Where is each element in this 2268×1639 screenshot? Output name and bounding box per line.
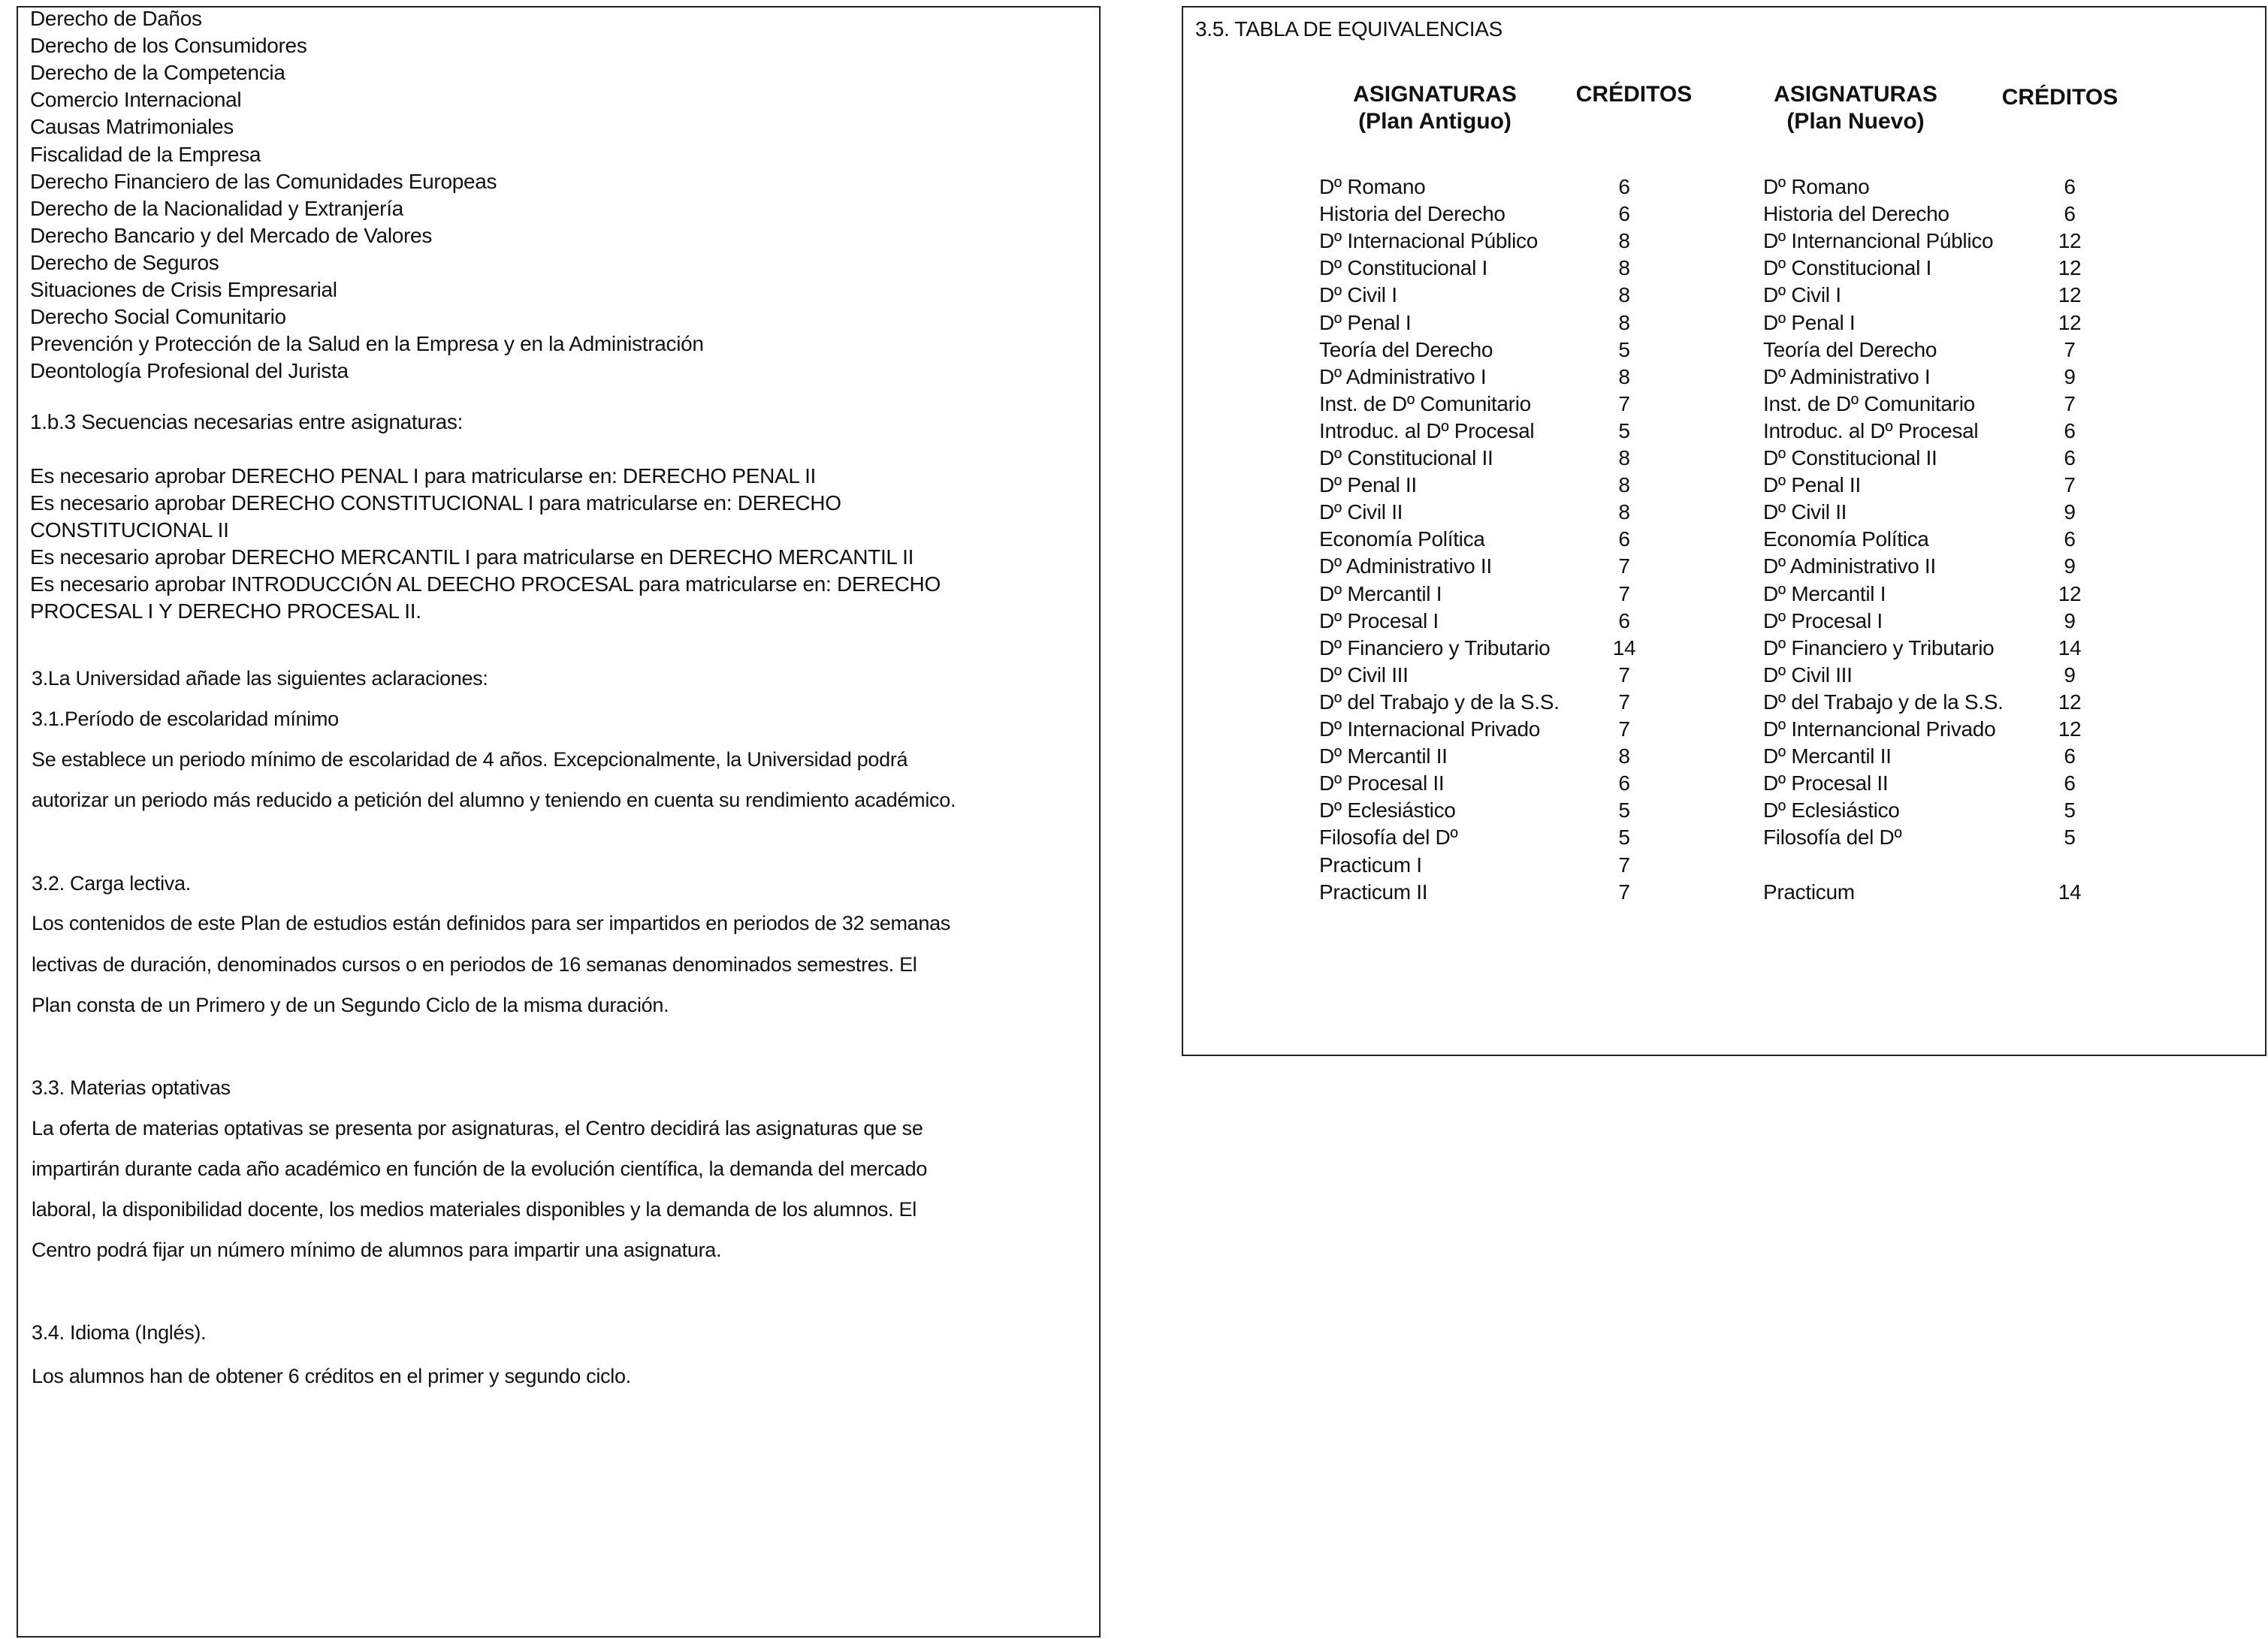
old-plan-subject: Introduc. al Dº Procesal [1319, 418, 1535, 442]
new-plan-subject: Dº Procesal I [1763, 608, 1883, 632]
text-line: Los alumnos han de obtener 6 créditos en el primer y segundo ciclo. [32, 1365, 631, 1387]
new-plan-credits: 6 [2064, 175, 2076, 198]
header-old-plan-label: (Plan Antiguo) [1358, 109, 1511, 134]
new-plan-subject: Dº del Trabajo y de la S.S. [1763, 690, 2004, 714]
text-line: La oferta de materias optativas se presenta por asignaturas, el Centro decidirá las asignaturas que se [32, 1117, 923, 1139]
header-old-credits: CRÉDITOS [1575, 82, 1693, 107]
old-plan-subject: Dº del Trabajo y de la S.S. [1319, 690, 1560, 714]
new-plan-credits: 6 [2064, 202, 2076, 226]
old-plan-credits: 7 [1618, 717, 1630, 741]
old-plan-subject: Practicum II [1319, 880, 1428, 904]
old-plan-credits: 8 [1618, 744, 1630, 768]
new-plan-subject: Dº Procesal II [1763, 771, 1889, 795]
old-plan-credits: 6 [1618, 608, 1630, 632]
old-plan-credits: 7 [1618, 853, 1630, 877]
sequence-rule-line: Es necesario aprobar DERECHO MERCANTIL I para matricularse en DERECHO MERCANTIL II [30, 545, 914, 569]
old-plan-subject: Dº Eclesiástico [1319, 798, 1456, 823]
text-line: Centro podrá fijar un número mínimo de alumnos para impartir una asignatura. [32, 1239, 722, 1261]
old-plan-subject: Teoría del Derecho [1319, 337, 1493, 361]
optional-subject-item: Deontología Profesional del Jurista [30, 359, 349, 383]
optional-subject-item: Derecho de la Competencia [30, 61, 285, 85]
old-plan-credits: 14 [1612, 635, 1636, 660]
new-plan-credits: 9 [2064, 554, 2076, 578]
new-plan-subject: Practicum [1763, 880, 1855, 904]
old-plan-credits: 7 [1618, 554, 1630, 578]
old-plan-subject: Dº Procesal I [1319, 608, 1439, 632]
new-plan-credits: 12 [2058, 229, 2082, 253]
old-plan-subject: Dº Constitucional I [1319, 256, 1487, 280]
new-plan-credits: 12 [2058, 310, 2082, 334]
old-plan-subject: Dº Mercantil I [1319, 581, 1442, 605]
new-plan-credits: 6 [2064, 771, 2076, 795]
old-plan-credits: 8 [1618, 446, 1630, 469]
new-plan-subject: Dº Romano [1763, 175, 1870, 198]
text-line: lectivas de duración, denominados cursos o en periodos de 16 semanas denominados semestres. El [32, 953, 917, 976]
new-plan-subject: Economía Política [1763, 527, 1929, 551]
optional-subject-item: Situaciones de Crisis Empresarial [30, 278, 337, 301]
new-plan-credits: 12 [2058, 690, 2082, 714]
new-plan-credits: 12 [2058, 581, 2082, 605]
new-plan-credits: 7 [2064, 473, 2076, 497]
new-plan-subject: Dº Administrativo I [1763, 364, 1931, 388]
optional-subject-item: Fiscalidad de la Empresa [30, 142, 261, 166]
new-plan-subject: Dº Civil III [1763, 663, 1853, 687]
table-title: 3.5. TABLA DE EQUIVALENCIAS [1195, 17, 1502, 41]
new-plan-subject: Inst. de Dº Comunitario [1763, 391, 1975, 415]
new-plan-subject: Dº Civil II [1763, 500, 1847, 524]
optional-subject-item: Derecho Bancario y del Mercado de Valores [30, 223, 433, 247]
old-plan-credits: 7 [1618, 690, 1630, 714]
old-plan-subject: Dº Administrativo I [1319, 364, 1487, 388]
old-plan-credits: 7 [1618, 880, 1630, 904]
header-new-credits: CRÉDITOS [2001, 85, 2119, 110]
heading-3-4: 3.4. Idioma (Inglés). [32, 1321, 207, 1344]
heading-3-2: 3.2. Carga lectiva. [32, 872, 191, 895]
equivalence-table-frame [1182, 6, 2266, 1056]
new-plan-credits: 9 [2064, 608, 2076, 632]
old-plan-credits: 6 [1618, 175, 1630, 198]
old-plan-credits: 7 [1618, 391, 1630, 415]
text-line: Los contenidos de este Plan de estudios están definidos para ser impartidos en periodos de 32 semanas [32, 912, 950, 934]
old-plan-subject: Dº Penal II [1319, 473, 1417, 497]
new-plan-credits: 12 [2058, 283, 2082, 307]
old-plan-subject: Dº Civil II [1319, 500, 1403, 524]
new-plan-subject: Dº Internancional Público [1763, 229, 1994, 253]
sequences-heading: 1.b.3 Secuencias necesarias entre asignaturas: [30, 410, 464, 433]
old-plan-credits: 7 [1618, 663, 1630, 687]
old-plan-subject: Economía Política [1319, 527, 1485, 551]
old-plan-subject: Dº Romano [1319, 175, 1426, 198]
optional-subject-item: Prevención y Protección de la Salud en la Empresa y en la Administración [30, 332, 704, 356]
new-plan-subject: Introduc. al Dº Procesal [1763, 418, 1979, 442]
sequence-rule-line: Es necesario aprobar DERECHO PENAL I para matricularse en: DERECHO PENAL II [30, 464, 817, 487]
new-plan-credits: 6 [2064, 446, 2076, 469]
new-plan-subject: Dº Penal I [1763, 310, 1856, 334]
new-plan-credits: 5 [2064, 826, 2076, 850]
old-plan-credits: 8 [1618, 364, 1630, 388]
heading-3-3: 3.3. Materias optativas [32, 1076, 231, 1099]
old-plan-credits: 6 [1618, 771, 1630, 795]
new-plan-subject: Dº Constitucional I [1763, 256, 1931, 280]
new-plan-subject: Teoría del Derecho [1763, 337, 1937, 361]
new-plan-subject: Dº Constitucional II [1763, 446, 1937, 469]
text-line: impartirán durante cada año académico en función de la evolución científica, la demanda del mercado [32, 1158, 928, 1180]
sequence-rule-line: PROCESAL I Y DERECHO PROCESAL II. [30, 599, 421, 623]
optional-subject-item: Derecho Financiero de las Comunidades Europeas [30, 169, 497, 193]
old-plan-credits: 8 [1618, 473, 1630, 497]
old-plan-subject: Practicum I [1319, 853, 1422, 877]
old-plan-subject: Filosofía del Dº [1319, 826, 1458, 850]
optional-subject-item: Derecho Social Comunitario [30, 305, 286, 329]
new-plan-credits: 12 [2058, 717, 2082, 741]
header-new-plan-label: (Plan Nuevo) [1786, 109, 1925, 134]
old-plan-subject: Dº Financiero y Tributario [1319, 635, 1551, 660]
new-plan-credits: 9 [2064, 663, 2076, 687]
old-plan-credits: 5 [1618, 826, 1630, 850]
optional-subject-item: Derecho de la Nacionalidad y Extranjería [30, 196, 403, 220]
sequence-rule-line: Es necesario aprobar DERECHO CONSTITUCIONAL I para matricularse en: DERECHO [30, 491, 841, 515]
header-old-subject-label: ASIGNATURAS [1353, 82, 1517, 107]
old-plan-subject: Dº Administrativo II [1319, 554, 1492, 578]
new-plan-subject: Dº Mercantil I [1763, 581, 1886, 605]
optional-subject-item: Derecho de Seguros [30, 250, 219, 274]
old-plan-credits: 5 [1618, 798, 1630, 823]
sequence-rule-line: Es necesario aprobar INTRODUCCIÓN AL DEECHO PROCESAL para matricularse en: DERECHO [30, 572, 941, 596]
old-plan-credits: 8 [1618, 500, 1630, 524]
header-new-subject-label: ASIGNATURAS [1774, 82, 1937, 107]
new-plan-credits: 6 [2064, 744, 2076, 768]
old-plan-subject: Dº Internacional Privado [1319, 717, 1541, 741]
new-plan-credits: 7 [2064, 391, 2076, 415]
old-plan-credits: 8 [1618, 229, 1630, 253]
old-plan-subject: Dº Penal I [1319, 310, 1412, 334]
new-plan-subject: Dº Administrativo II [1763, 554, 1936, 578]
new-plan-credits: 6 [2064, 527, 2076, 551]
old-plan-credits: 8 [1618, 283, 1630, 307]
old-plan-subject: Dº Civil III [1319, 663, 1409, 687]
new-plan-subject: Dº Penal II [1763, 473, 1861, 497]
new-plan-subject: Filosofía del Dº [1763, 826, 1902, 850]
new-plan-subject: Dº Mercantil II [1763, 744, 1892, 768]
new-plan-credits: 6 [2064, 418, 2076, 442]
old-plan-subject: Dº Procesal II [1319, 771, 1445, 795]
old-plan-subject: Dº Mercantil II [1319, 744, 1448, 768]
old-plan-credits: 6 [1618, 202, 1630, 226]
text-line: Se establece un periodo mínimo de escolaridad de 4 años. Excepcionalmente, la Universidad podrá [32, 748, 908, 771]
old-plan-subject: Dº Constitucional II [1319, 446, 1493, 469]
header-old-subjects [1337, 81, 1533, 135]
new-plan-subject: Dº Financiero y Tributario [1763, 635, 1995, 660]
old-plan-credits: 8 [1618, 256, 1630, 280]
old-plan-credits: 8 [1618, 310, 1630, 334]
optional-subject-item: Derecho de los Consumidores [30, 34, 307, 58]
heading-3-1: 3.1.Período de escolaridad mínimo [32, 708, 339, 730]
new-plan-credits: 14 [2058, 880, 2082, 904]
optional-subject-item: Causas Matrimoniales [30, 115, 234, 139]
sequence-rule-line: CONSTITUCIONAL II [30, 518, 229, 542]
text-line: autorizar un periodo más reducido a petición del alumno y teniendo en cuenta su rendimiento académico. [32, 789, 956, 811]
new-plan-subject: Dº Internancional Privado [1763, 717, 1996, 741]
old-plan-credits: 5 [1618, 418, 1630, 442]
new-plan-credits: 7 [2064, 337, 2076, 361]
old-plan-subject: Dº Internacional Público [1319, 229, 1538, 253]
new-plan-subject: Dº Eclesiástico [1763, 798, 1900, 823]
old-plan-credits: 7 [1618, 581, 1630, 605]
text-line: laboral, la disponibilidad docente, los medios materiales disponibles y la demanda de los alumnos. El [32, 1198, 917, 1221]
optional-subject-item: Derecho de Daños [30, 7, 202, 30]
text-line: Plan consta de un Primero y de un Segundo Ciclo de la misma duración. [32, 994, 669, 1016]
new-plan-subject: Historia del Derecho [1763, 202, 1949, 226]
old-plan-subject: Historia del Derecho [1319, 202, 1505, 226]
old-plan-credits: 5 [1618, 337, 1630, 361]
old-plan-credits: 6 [1618, 527, 1630, 551]
section-3-intro: 3.La Universidad añade las siguientes aclaraciones: [32, 667, 488, 690]
old-plan-subject: Dº Civil I [1319, 283, 1397, 307]
optional-subject-item: Comercio Internacional [30, 88, 242, 112]
new-plan-credits: 12 [2058, 256, 2082, 280]
new-plan-credits: 9 [2064, 500, 2076, 524]
new-plan-credits: 9 [2064, 364, 2076, 388]
old-plan-subject: Inst. de Dº Comunitario [1319, 391, 1531, 415]
new-plan-credits: 5 [2064, 798, 2076, 823]
header-new-subjects [1758, 81, 1953, 135]
new-plan-subject: Dº Civil I [1763, 283, 1841, 307]
new-plan-credits: 14 [2058, 635, 2082, 660]
